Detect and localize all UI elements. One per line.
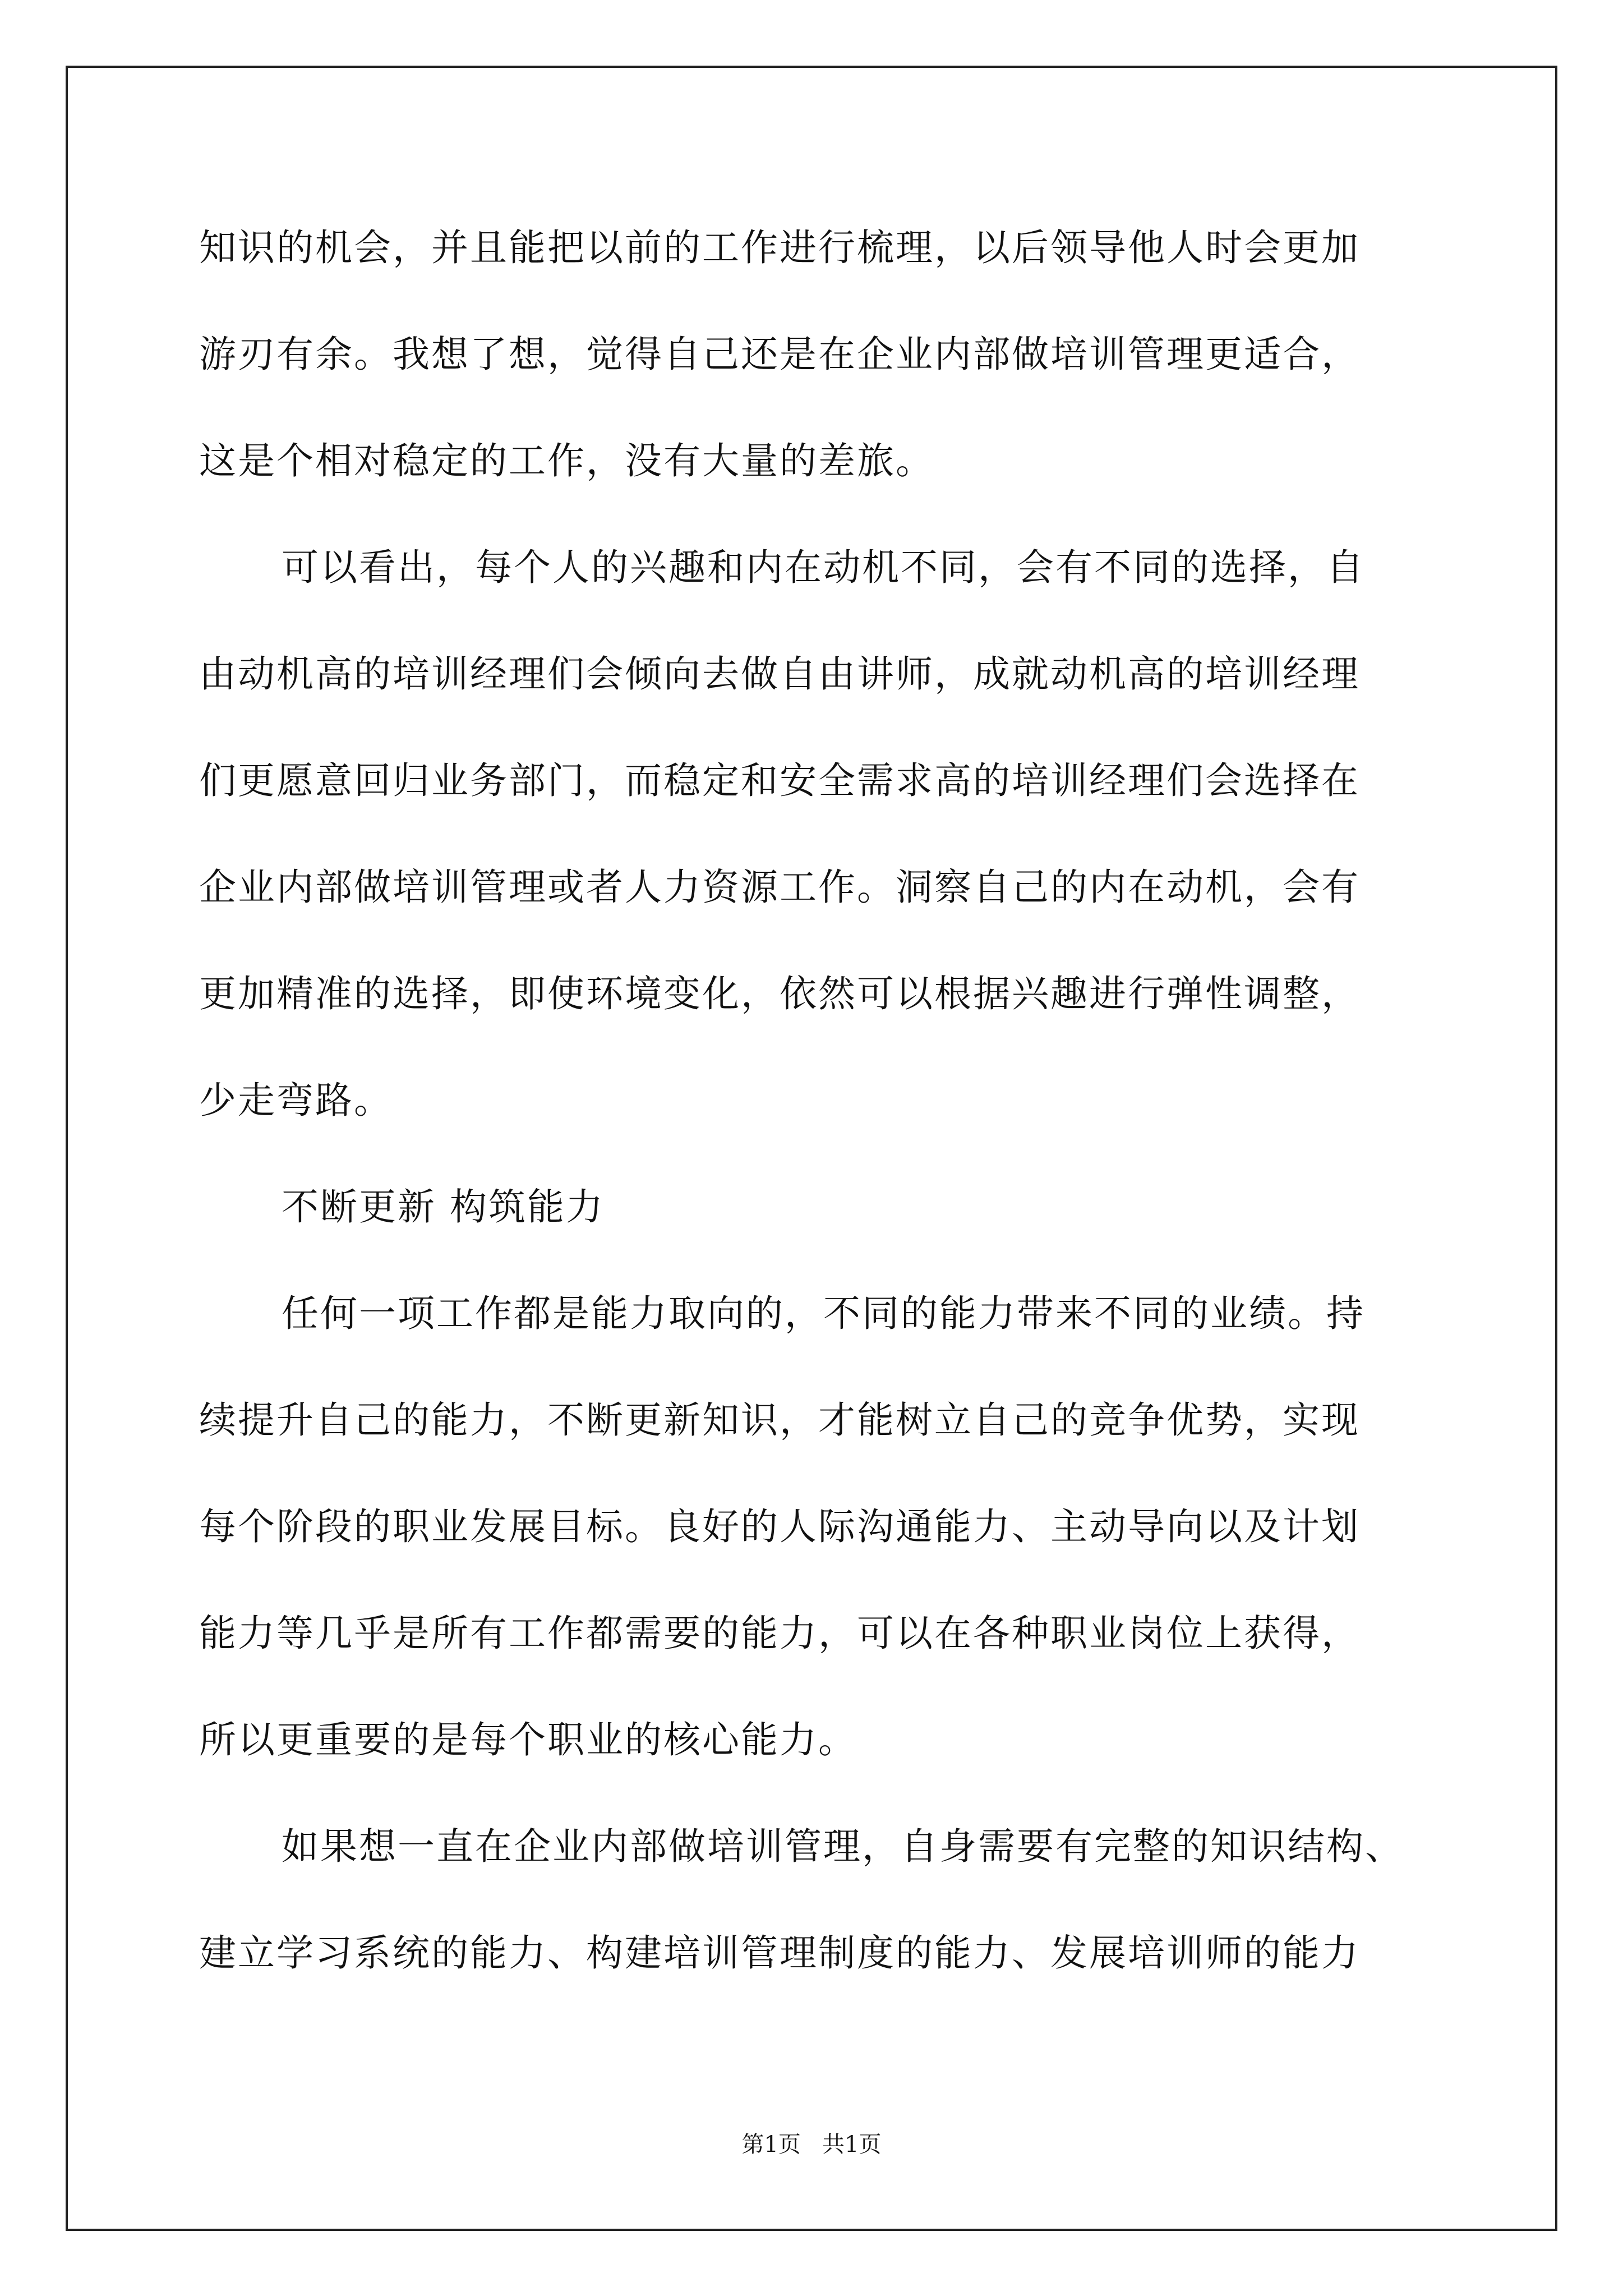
text-line: 企业内部做培训管理或者人力资源工作。洞察自己的内在动机，会有 xyxy=(199,866,1360,909)
text-line: 们更愿意回归业务部门，而稳定和安全需求高的培训经理们会选择在 xyxy=(199,759,1360,802)
paragraph-first-line: 如果想一直在企业内部做培训管理，自身需要有完整的知识结构、 xyxy=(282,1825,1404,1868)
paragraph-first-line: 可以看出，每个人的兴趣和内在动机不同，会有不同的选择，自 xyxy=(282,546,1365,589)
page-number-footer: 第1页 共1页 xyxy=(741,2132,882,2157)
text-line: 所以更重要的是每个职业的核心能力。 xyxy=(199,1718,857,1761)
text-line: 知识的机会，并且能把以前的工作进行梳理，以后领导他人时会更加 xyxy=(199,226,1360,269)
section-heading: 不断更新 构筑能力 xyxy=(282,1185,605,1228)
text-line: 每个阶段的职业发展目标。良好的人际沟通能力、主动导向以及计划 xyxy=(199,1505,1360,1548)
text-line: 少走弯路。 xyxy=(199,1079,393,1122)
text-line: 这是个相对稳定的工作，没有大量的差旅。 xyxy=(199,439,934,482)
text-line: 更加精准的选择，即使环境变化，依然可以根据兴趣进行弹性调整， xyxy=(199,972,1360,1015)
paragraph-first-line: 任何一项工作都是能力取向的，不同的能力带来不同的业绩。持 xyxy=(282,1292,1365,1335)
text-line: 建立学习系统的能力、构建培训管理制度的能力、发展培训师的能力 xyxy=(199,1931,1360,1975)
text-line: 由动机高的培训经理们会倾向去做自由讲师，成就动机高的培训经理 xyxy=(199,652,1360,696)
text-line: 游刃有余。我想了想，觉得自己还是在企业内部做培训管理更适合， xyxy=(199,333,1360,376)
text-line: 续提升自己的能力，不断更新知识，才能树立自己的竞争优势，实现 xyxy=(199,1398,1360,1442)
page-border xyxy=(66,66,1557,2231)
text-line: 能力等几乎是所有工作都需要的能力，可以在各种职业岗位上获得， xyxy=(199,1612,1360,1655)
